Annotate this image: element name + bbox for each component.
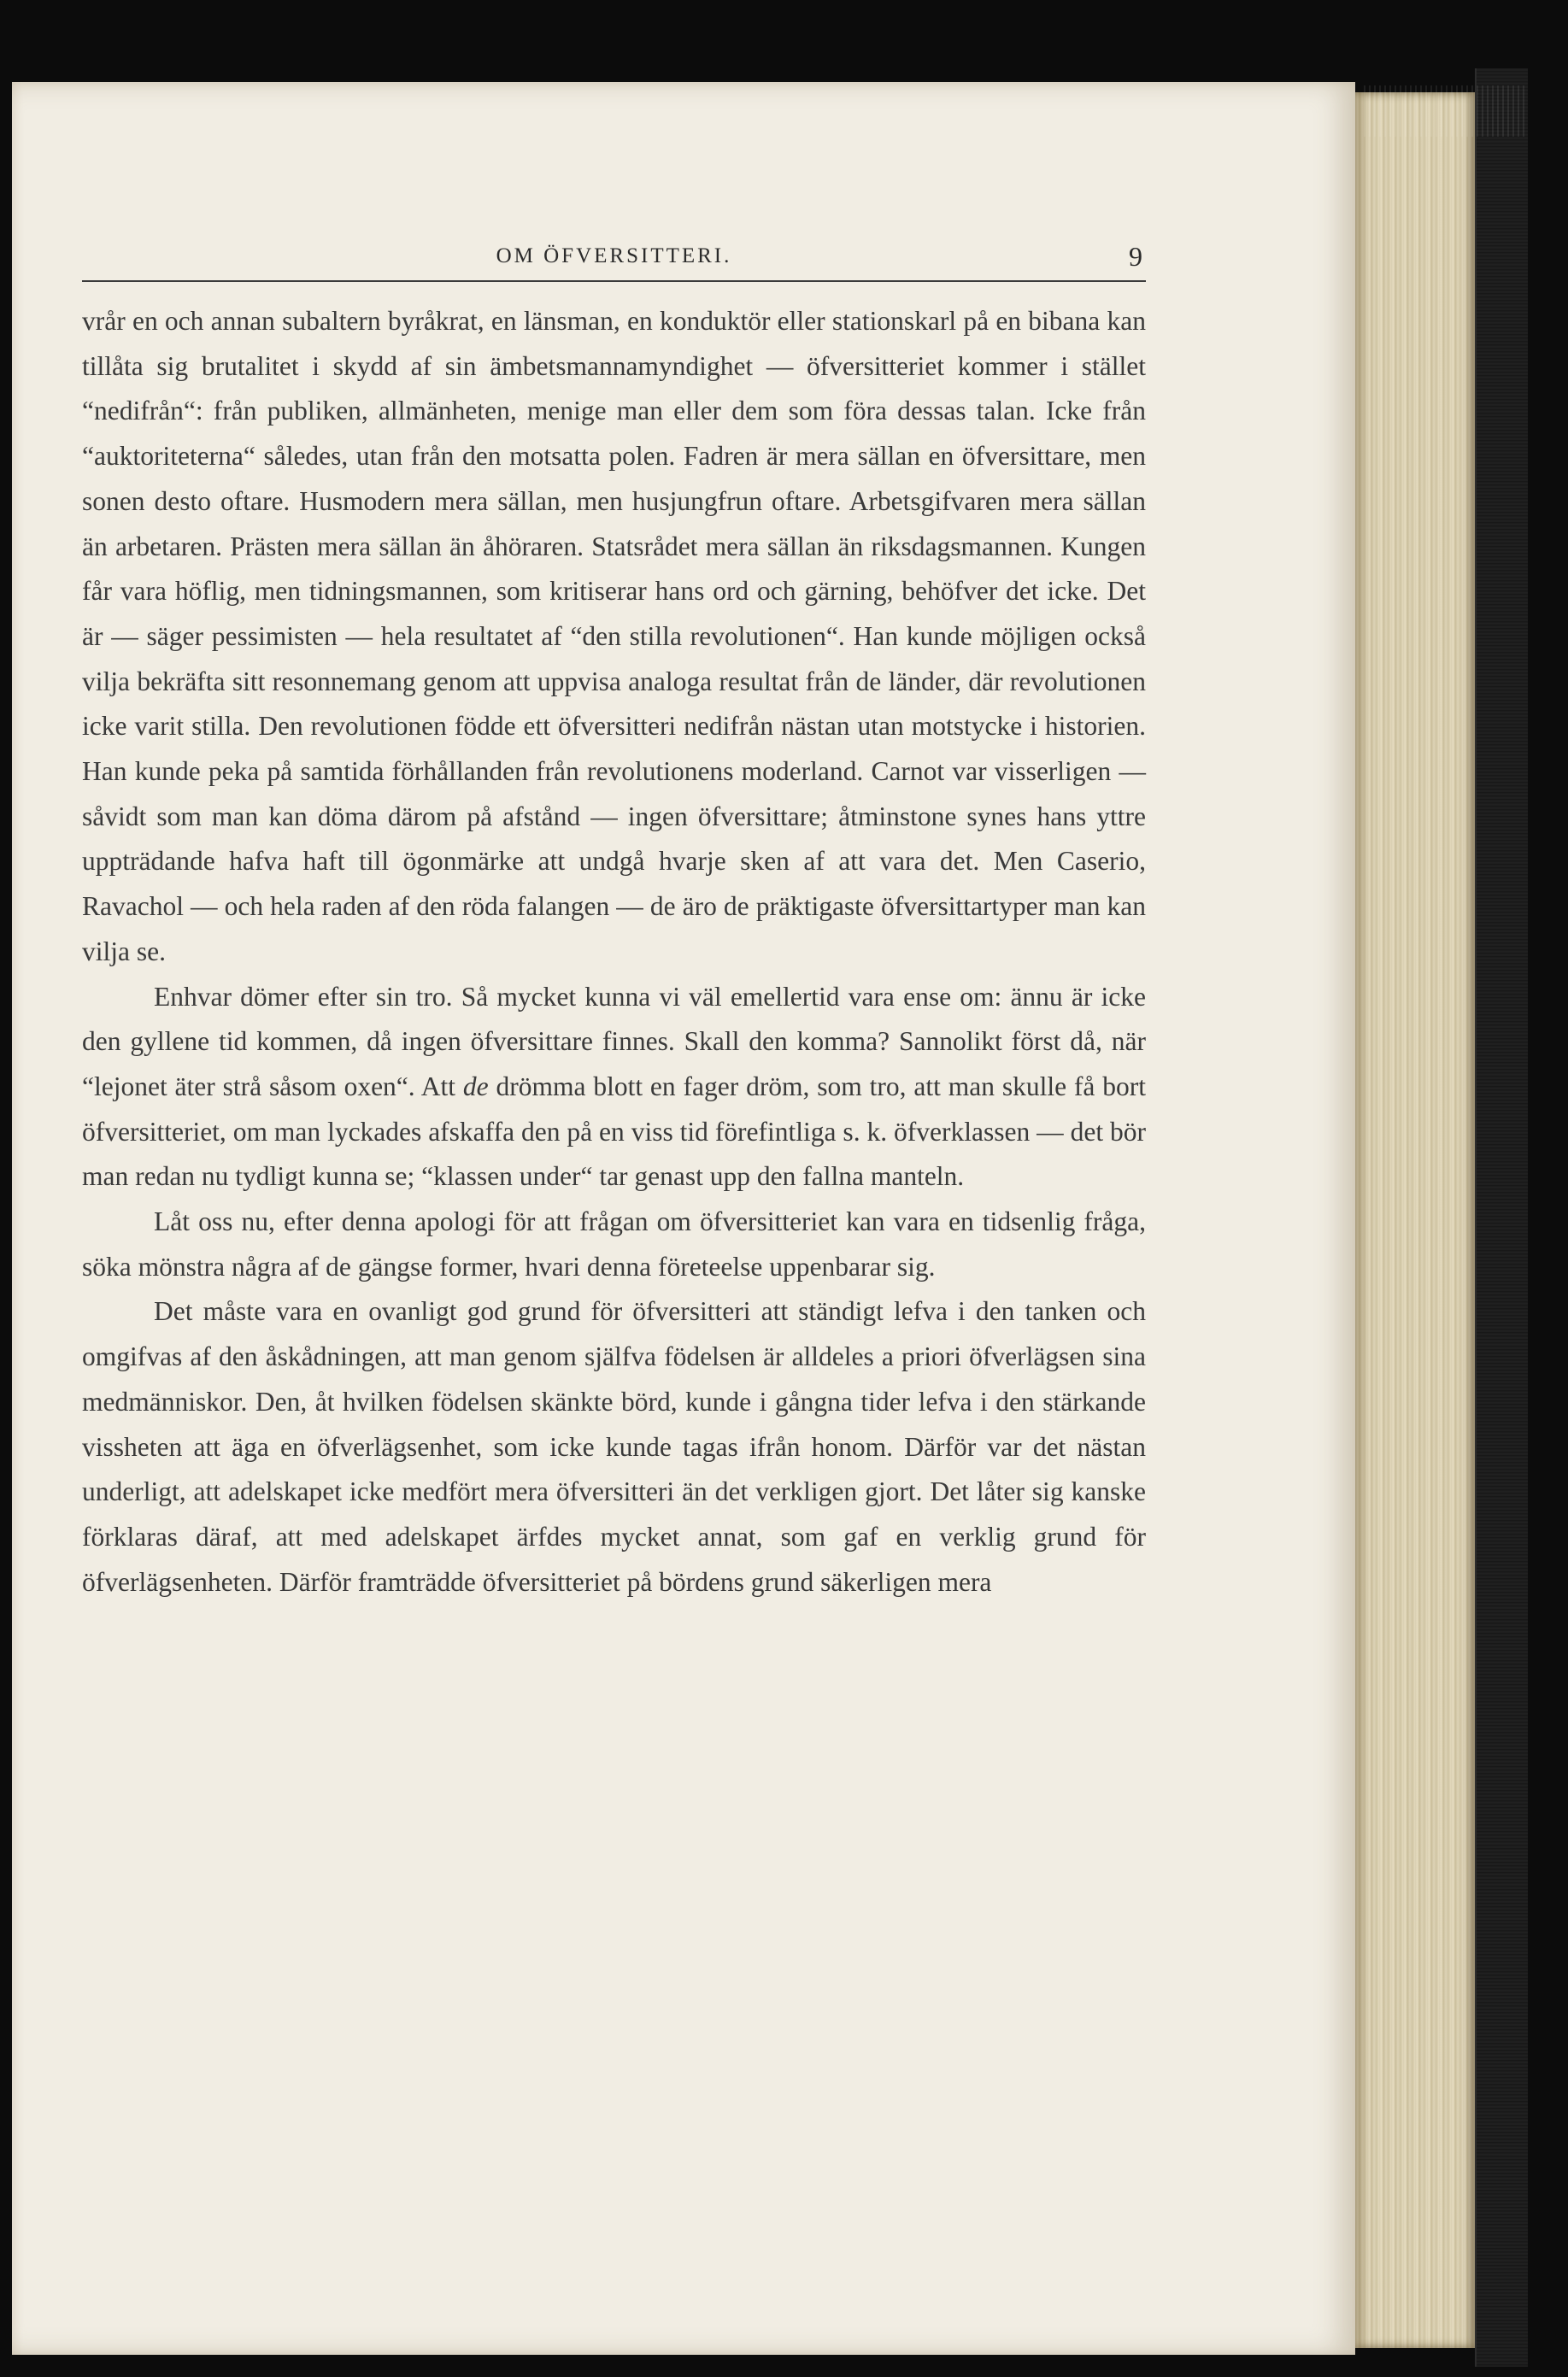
paragraph-text: vrår en och annan subaltern byråkrat, en länsman, en konduktör eller stationskarl på en bibana kan tillåta sig brutalitet i skydd af sin ämbetsmannamyndighet — öfversitteriet kommer i stället “nedifrån“: från publiken, allmänheten, menige man eller dem som föra dessas talan. Icke från “auktoriteterna“ således, utan från den motsatta polen. Fadren är mera sällan en öfversittare, men sonen desto oftare. Husmodern mera sällan, men husjungfrun oftare. Arbetsgifvaren mera sällan än arbetaren. Prästen mera sällan än åhöraren. Statsrådet mera sällan än riksdagsmannen. Kungen får vara höflig, men tidningsmannen, som kritiserar hans ord och gärning, behöfver det icke. Det är — säger pessimisten — hela resultatet af “den stilla revolutionen“. Han kunde möjligen också vilja bekräfta sitt resonnemang genom att uppvisa analoga resultat från de länder, där revolutionen icke varit stilla. Den revolutionen födde ett öfversitteri nedifrån nästan utan motstycke i historien. Han kunde peka på samtida förhållanden från revolutionens moderland. Carnot var visserligen — såvidt som man kan döma därom på afstånd — ingen öfversittare; åtminstone synes hans yttre uppträdande hafva haft till ögonmärke att undgå hvarje sken af att vara det. Men Caserio, Ravachol — och hela raden af den röda falangen — de äro de präktigaste öfversittartyper man kan vilja se. — [82, 306, 1146, 966]
book-page-edges — [1355, 92, 1475, 2348]
paragraph — [82, 975, 1146, 1200]
paragraph — [82, 299, 1146, 975]
paragraph-text: Låt oss nu, efter denna apologi för att frågan om öfversitteriet kan vara en tidsenlig fråga, söka mönstra några af de gängse former, hvari denna företeelse uppenbarar sig. — [82, 1206, 1146, 1282]
body-text — [82, 299, 1146, 1605]
paragraph — [82, 1200, 1146, 1289]
italic-text: de — [462, 1071, 489, 1101]
paragraph — [82, 1289, 1146, 1605]
paragraph-text: Enhvar dömer efter sin tro. Så mycket kunna vi väl emellertid vara ense om: ännu är icke den gyllene tid kommen, då ingen öfversittare finnes. Skall den komma? Sannolikt först då, när “lejonet äter strå såsom oxen“. Att — [82, 981, 1146, 1101]
paragraph-text: Det måste vara en ovanligt god grund för öfversitteri att ständigt lefva i den tanken och omgifvas af den åskådningen, att man genom själfva födelsen är alldeles a priori öfverlägsen sina medmänniskor. Den, åt hvilken födelsen skänkte börd, kunde i gångna tider lefva i den stärkande vissheten att äga en öfverlägsenhet, som icke kunde tagas ifrån honom. Därför var det nästan underligt, att adelskapet icke medfört mera öfversitteri än det verkligen gjort. Det låter sig kanske förklaras däraf, att med adelskapet ärfdes mycket annat, som gaf en verklig grund för öfverlägsenheten. Därför framträdde öfversitteriet på bördens grund säkerligen mera — [82, 1296, 1146, 1597]
cover-texture — [1364, 85, 1526, 137]
running-head — [82, 239, 1146, 282]
book-cover-edge — [1475, 68, 1528, 2367]
paragraph-text: drömma blott en fager dröm, som tro, att man skulle få bort öfversitteriet, om man lyckades afskaffa den på en viss tid förefintliga s. k. öfverklassen — det bör man redan nu tydligt kunna se; “klassen under“ tar genast upp den fallna manteln. — [82, 1071, 1146, 1192]
running-head-title: OM ÖFVERSITTERI. — [496, 244, 732, 267]
page-number: 9 — [1129, 241, 1142, 272]
